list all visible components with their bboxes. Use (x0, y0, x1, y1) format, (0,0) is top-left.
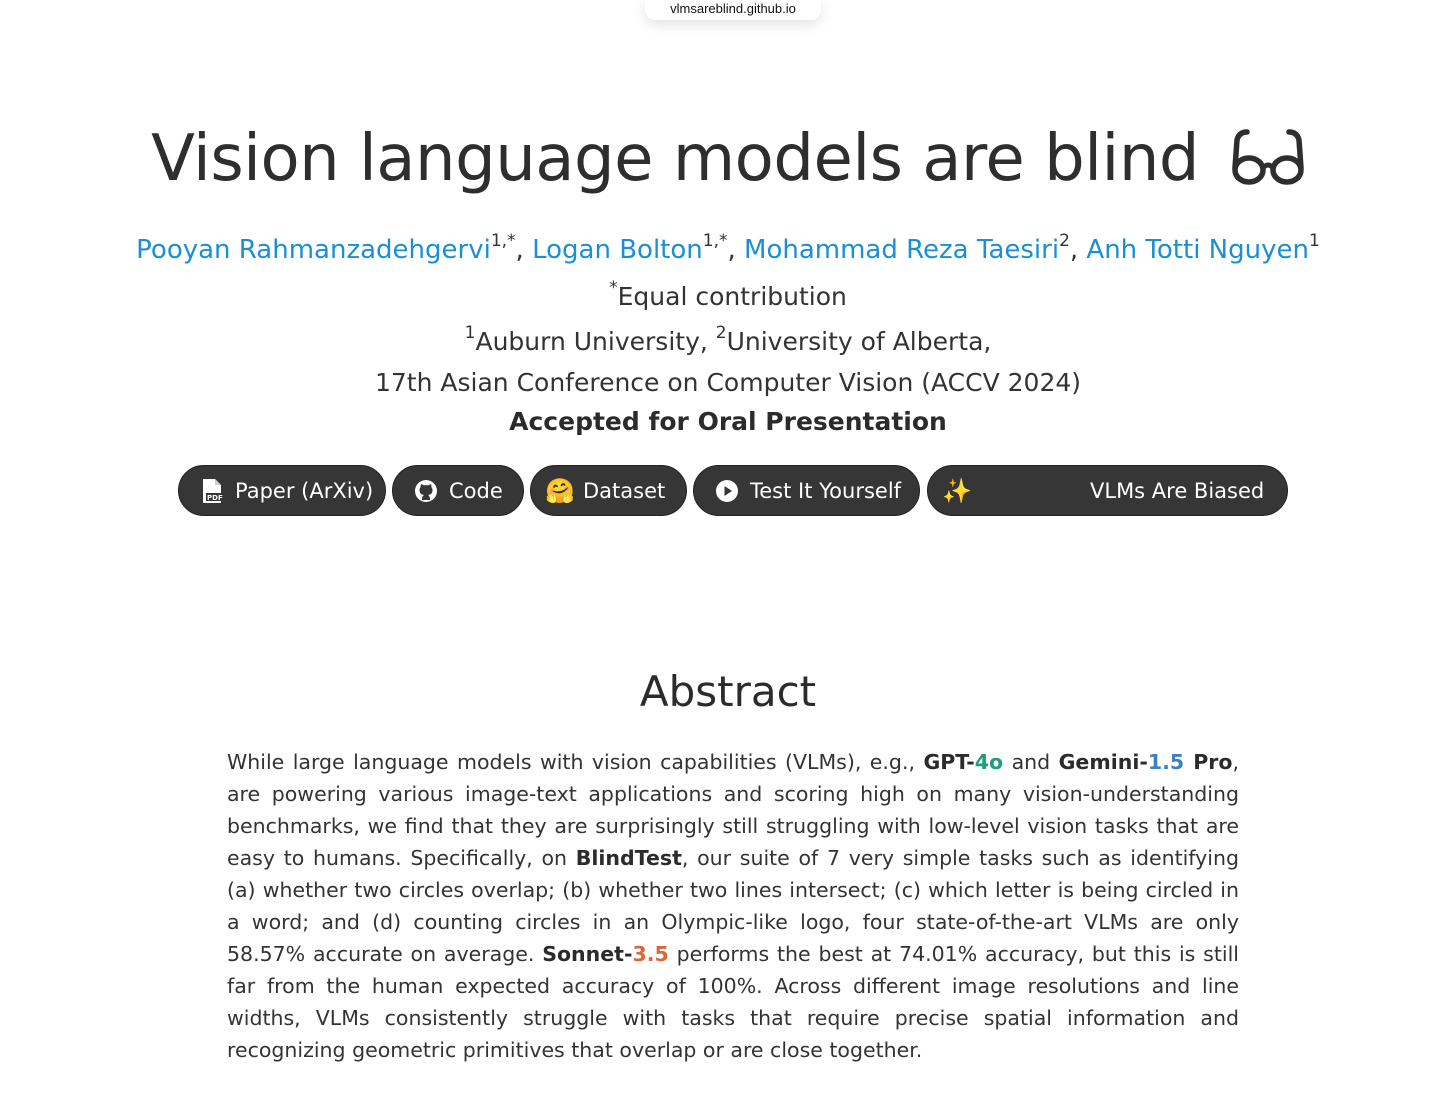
author-affiliation: 1,* (490, 231, 516, 251)
model-sonnet-version: 3.5 (632, 942, 669, 966)
pdf-icon (199, 478, 225, 504)
dataset-button-label: Dataset (583, 478, 666, 503)
acceptance-status: Accepted for Oral Presentation (509, 407, 947, 436)
author-link[interactable]: Mohammad Reza Taesiri (744, 235, 1060, 265)
code-button[interactable] (392, 465, 524, 516)
vlms-are-biased-label: VLMs Are Biased (1090, 478, 1265, 503)
page-title-text: Vision language models are blind (151, 122, 1199, 196)
conference-name: 17th Asian Conference on Computer Vision (ACCV 2024) (374, 368, 1082, 397)
page-title (0, 118, 1456, 206)
affiliation-alberta: University of Alberta, (726, 327, 992, 356)
model-gemini-name: Gemini- (1058, 750, 1148, 774)
affiliation-auburn: Auburn University, (475, 327, 716, 356)
abstract-part: and (1003, 750, 1059, 774)
note-marker: * (609, 278, 618, 298)
model-gpt-name: GPT- (923, 750, 975, 774)
test-it-yourself-label: Test It Yourself (750, 478, 902, 503)
code-button-label: Code (449, 478, 503, 503)
note-text: Equal contribution (617, 282, 847, 311)
blindtest-name: BlindTest (575, 846, 682, 870)
author-affiliation: 1 (1308, 231, 1320, 251)
abstract-part: performs the best at 74.01% accuracy, but this is still far from the human expected accuracy of 100%. Across different image resolutions and line widths, VLMs consistently struggle with tasks that require precise spatial information and recognizing geometric primitives that overlap or are close together. (227, 942, 1239, 1062)
paper-button[interactable] (178, 465, 386, 516)
sparkles-icon: ✨ (942, 476, 972, 505)
glasses-icon (1231, 124, 1305, 206)
author-separator: , (515, 235, 533, 265)
equal-contribution-note (0, 280, 1456, 314)
model-gpt-version: 4o (974, 750, 1004, 774)
play-icon (714, 478, 740, 504)
author-list (0, 232, 1456, 268)
abstract-part: , are powering various image-text applications and scoring high on many vision-understanding benchmarks, we find that they are surprisingly still struggling with low-level vision tasks that are easy to humans. Specifically, on (227, 750, 1240, 870)
author-affiliation: 2 (1059, 231, 1070, 251)
author-link[interactable]: Pooyan Rahmanzadehgervi (136, 235, 491, 265)
github-icon (413, 478, 439, 504)
dataset-button[interactable] (530, 465, 687, 516)
abstract-part: , our suite of 7 very simple tasks such as identifying (a) whether two circles overlap; (b) whether two lines intersect; (c) which letter is being circled in a word; and (d) counting circles in an Olympic-like logo, four state-of-the-art VLMs are only 58.57% accurate on average. (227, 846, 1239, 966)
model-sonnet (542, 942, 669, 966)
model-sonnet-name: Sonnet- (542, 942, 633, 966)
vlms-are-biased-button[interactable] (927, 465, 1288, 516)
svg-text:PDF: PDF (207, 493, 223, 502)
abstract-heading: Abstract (639, 667, 817, 716)
author-separator: , (1069, 235, 1087, 265)
hugging-face-icon: 🤗 (545, 476, 575, 505)
affiliation-marker: 2 (715, 323, 727, 343)
author-link[interactable]: Anh Totti Nguyen (1086, 235, 1309, 265)
affiliation-marker: 1 (464, 323, 476, 343)
paper-button-label: Paper (ArXiv) (235, 478, 374, 503)
model-gemini-version: 1.5 (1147, 750, 1185, 774)
author-link[interactable]: Logan Bolton (532, 235, 703, 265)
test-it-yourself-button[interactable] (693, 465, 920, 516)
abstract-text (227, 746, 1239, 1066)
model-gpt (923, 750, 1003, 774)
model-gemini (1059, 750, 1233, 774)
affiliations (0, 325, 1456, 359)
author-affiliation: 1,* (702, 231, 728, 251)
url-text: vlmsareblind.github.io (670, 1, 796, 16)
model-gemini-suffix: Pro (1184, 750, 1233, 774)
url-bar[interactable] (645, 0, 821, 20)
author-separator: , (727, 235, 745, 265)
abstract-part: While large language models with vision capabilities (VLMs), e.g., (227, 750, 924, 774)
